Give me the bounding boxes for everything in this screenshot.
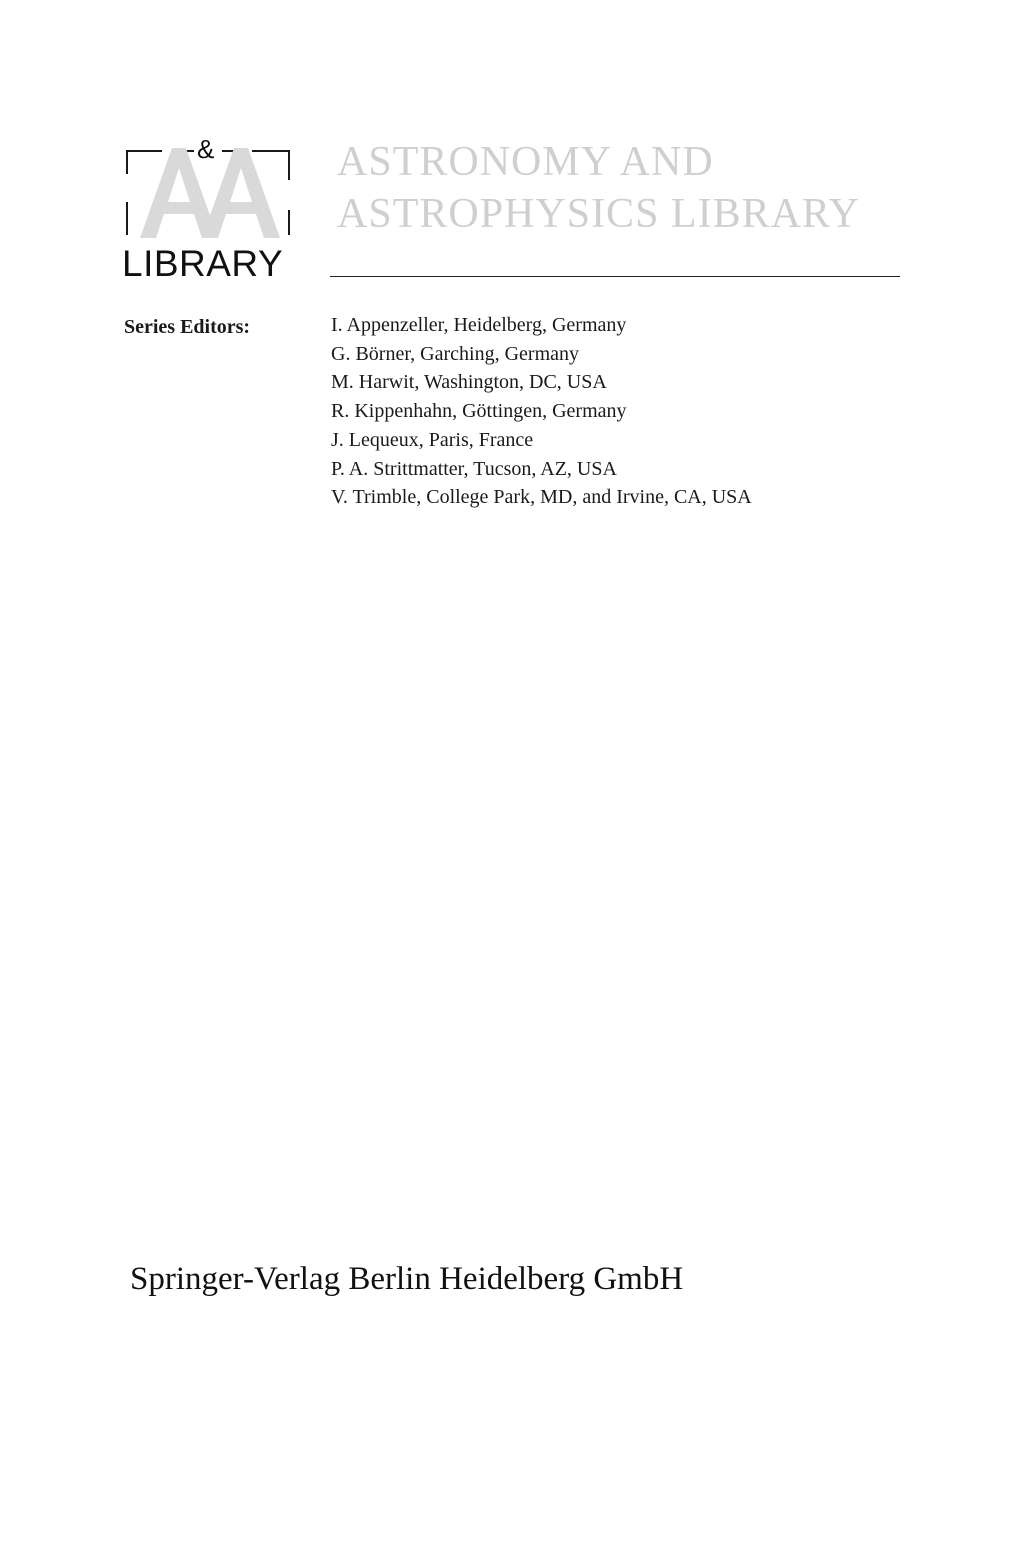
editor-entry: M. Harwit, Washington, DC, USA	[331, 371, 607, 394]
editor-entry: G. Börner, Garching, Germany	[331, 342, 580, 365]
series-title-line-1: ASTRONOMY AND	[337, 139, 714, 185]
editor-entry: J. Lequeux, Paris, France	[331, 428, 534, 451]
series-title	[337, 136, 937, 240]
series-logo	[122, 134, 297, 285]
series-editors-label: Series Editors:	[124, 316, 251, 338]
logo-library-word: LIBRARY	[122, 243, 284, 284]
editor-entry: P. A. Strittmatter, Tucson, AZ, USA	[331, 457, 617, 480]
editor-entry: I. Appenzeller, Heidelberg, Germany	[331, 314, 627, 336]
publisher-name: Springer-Verlag Berlin Heidelberg GmbH	[130, 1261, 684, 1297]
logo-ampersand: &	[197, 134, 215, 164]
editor-entry: R. Kippenhahn, Göttingen, Germany	[331, 400, 627, 423]
title-divider	[330, 276, 900, 277]
series-title-line-2: ASTROPHYSICS LIBRARY	[337, 191, 860, 237]
editor-entry: V. Trimble, College Park, MD, and Irvine, CA, USA	[331, 486, 752, 509]
series-editors-list	[331, 311, 752, 512]
